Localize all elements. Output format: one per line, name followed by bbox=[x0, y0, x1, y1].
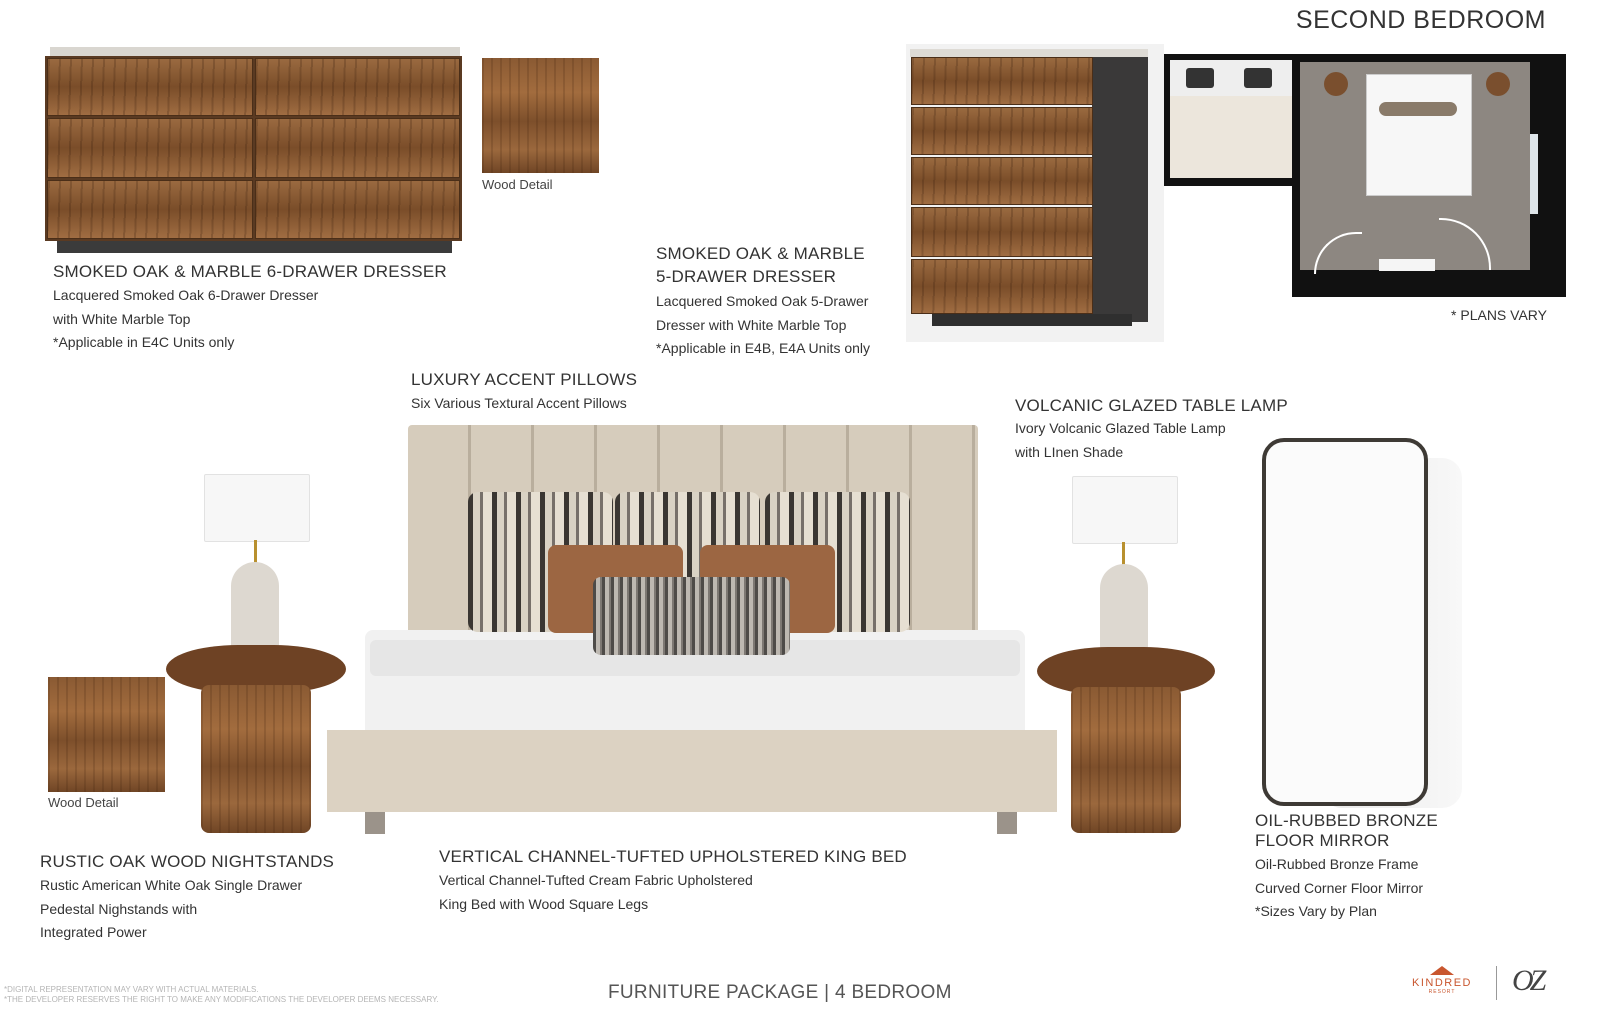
title-line: SMOKED OAK & MARBLE bbox=[656, 244, 865, 263]
six-drawer-dresser-description bbox=[53, 284, 318, 355]
disclaimer bbox=[4, 985, 439, 1005]
title-line: FLOOR MIRROR bbox=[1255, 831, 1390, 850]
wood-detail-swatch bbox=[48, 677, 165, 792]
floor-mirror-image bbox=[1262, 438, 1462, 808]
description-line: Ivory Volcanic Glazed Table Lamp bbox=[1015, 420, 1226, 436]
title-line: 5-DRAWER DRESSER bbox=[656, 267, 837, 286]
description-line: Six Various Textural Accent Pillows bbox=[411, 395, 627, 411]
six-drawer-dresser-image bbox=[45, 47, 462, 255]
pillows-description bbox=[411, 392, 627, 416]
description-line: Pedestal Nighstands with bbox=[40, 900, 198, 917]
kindred-logo bbox=[1407, 966, 1477, 995]
wood-detail-label: Wood Detail bbox=[482, 177, 553, 192]
kindred-logo-text: KINDRED bbox=[1411, 977, 1472, 989]
description-line: Curved Corner Floor Mirror bbox=[1255, 879, 1424, 896]
nightstands-description bbox=[40, 874, 302, 945]
description-line: Integrated Power bbox=[40, 924, 147, 940]
description-line: Lacquered Smoked Oak 6-Drawer Dresser bbox=[53, 287, 319, 303]
package-label: FURNITURE PACKAGE | 4 BEDROOM bbox=[608, 982, 952, 1003]
description-line: *Applicable in E4B, E4A Units only bbox=[656, 340, 871, 356]
floor-plan bbox=[1164, 54, 1566, 297]
description-line: Lacquered Smoked Oak 5-Drawer bbox=[656, 293, 869, 309]
description-line: with White Marble Top bbox=[53, 310, 191, 327]
six-drawer-dresser-title: SMOKED OAK & MARBLE 6-DRAWER DRESSER bbox=[53, 262, 447, 281]
description-line: King Bed with Wood Square Legs bbox=[439, 895, 649, 912]
description-line: *Applicable in E4C Units only bbox=[53, 334, 235, 350]
description-line: Oil-Rubbed Bronze Frame bbox=[1255, 856, 1419, 872]
left-nightstand-image bbox=[166, 645, 346, 835]
logo-divider bbox=[1496, 966, 1497, 1000]
wood-detail-swatch bbox=[482, 58, 599, 173]
oz-monogram-logo: OZ bbox=[1512, 964, 1543, 997]
five-drawer-dresser-description bbox=[656, 290, 870, 361]
kindred-logo-subtext: RESORT bbox=[1428, 989, 1456, 995]
disclaimer-line: *THE DEVELOPER RESERVES THE RIGHT TO MAKE ANY MODIFICATIONS THE DEVELOPER DEEMS NECESSARY. bbox=[4, 995, 439, 1004]
pillows-title: LUXURY ACCENT PILLOWS bbox=[411, 370, 638, 389]
plans-vary-note: * PLANS VARY bbox=[1451, 307, 1547, 323]
mirror-description bbox=[1255, 853, 1423, 924]
kindred-logo-mark bbox=[1430, 966, 1454, 975]
wood-detail-label: Wood Detail bbox=[48, 795, 119, 810]
description-line: with LInen Shade bbox=[1015, 443, 1124, 460]
left-table-lamp-image bbox=[200, 474, 310, 654]
bed-description bbox=[439, 869, 753, 916]
page-title: SECOND BEDROOM bbox=[1295, 6, 1546, 34]
right-table-lamp-image bbox=[1070, 476, 1180, 654]
king-bed-image bbox=[325, 425, 1060, 840]
five-drawer-dresser-title bbox=[656, 242, 865, 288]
description-line: Dresser with White Marble Top bbox=[656, 316, 847, 333]
disclaimer-line: *DIGITAL REPRESENTATION MAY VARY WITH ACTUAL MATERIALS. bbox=[4, 985, 259, 994]
bed-title: VERTICAL CHANNEL-TUFTED UPHOLSTERED KING BED bbox=[439, 847, 907, 866]
five-drawer-dresser-image bbox=[906, 44, 1164, 342]
lamp-title: VOLCANIC GLAZED TABLE LAMP bbox=[1015, 396, 1288, 415]
title-line: OIL-RUBBED BRONZE bbox=[1255, 811, 1438, 830]
nightstands-title: RUSTIC OAK WOOD NIGHTSTANDS bbox=[40, 852, 335, 871]
right-nightstand-image bbox=[1037, 647, 1215, 835]
mirror-title bbox=[1255, 811, 1438, 851]
description-line: *Sizes Vary by Plan bbox=[1255, 903, 1377, 919]
description-line: Vertical Channel-Tufted Cream Fabric Upholstered bbox=[439, 872, 753, 888]
description-line: Rustic American White Oak Single Drawer bbox=[40, 877, 303, 893]
